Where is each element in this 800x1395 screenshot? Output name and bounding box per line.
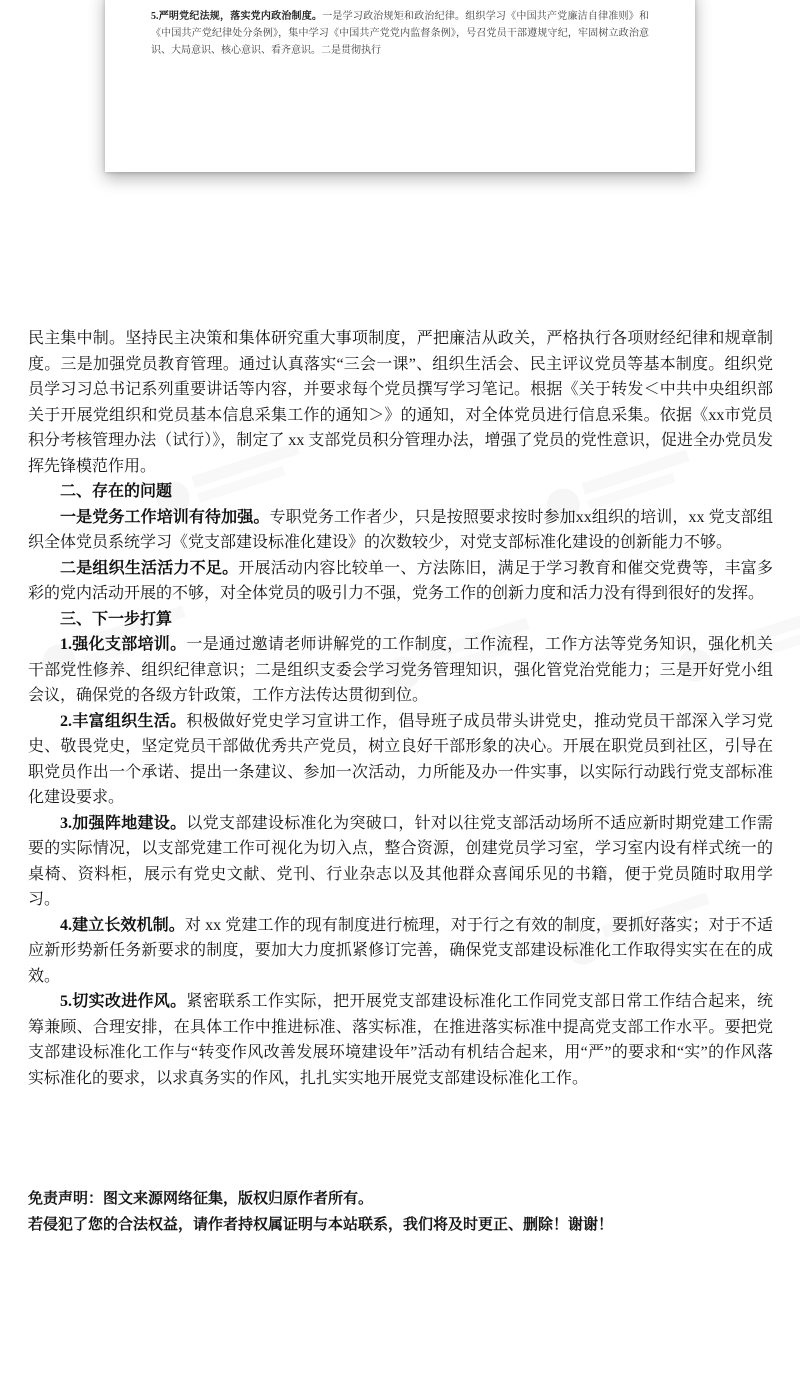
paragraph-lead: 二是组织生活活力不足。 (60, 559, 239, 577)
preview-paragraph (105, 0, 695, 59)
disclaimer-line2: 若侵犯了您的合法权益，请作者持权属证明与本站联系，我们将及时更正、删除！谢谢！ (28, 1217, 614, 1233)
preview-lead: 5.严明党纪法规，落实党内政治制度。 (151, 11, 323, 22)
paragraph-lead: 2.丰富组织生活。 (60, 712, 187, 730)
paragraph-lead: 4.建立长效机制。 (60, 916, 185, 934)
paragraph-lead: 三、下一步打算 (60, 610, 173, 628)
paragraph-lead: 1.强化支部培训。 (60, 636, 187, 653)
disclaimer-line1: 免责声明：图文来源网络征集，版权归原作者所有。 (28, 1191, 374, 1207)
paragraph: 5.切实改进作风。紧密联系工作实际，把开展党支部建设标准化工作同党支部日常工作结合起来，统筹兼顾、合理安排，在具体工作中推进标准、落实标准，在推进落实标准中提高党支部工作水平。要把党支部建设标准化工作与“转变作风改善发展环境建设年”活动有机结合起来，用“严”的要求和“实”的作风落实标准化的要求，以求真务实的作风，扎扎实实地开展党支部建设标准化工作。 (28, 993, 773, 1087)
paragraph-lead: 二、存在的问题 (60, 483, 173, 500)
paragraph: 4.建立长效机制。对 xx 党建工作的现有制度进行梳理，对于行之有效的制度，要抓好落实；对于不适应新形势新任务新要求的制度，要加大力度抓紧修订完善，确保党支部建设标准化工作取得实实在在的成效。 (28, 916, 773, 985)
paragraph: 民主集中制。坚持民主决策和集体研究重大事项制度，严把廉洁从政关，严格执行各项财经纪律和规章制度。三是加强党员教育管理。通过认真落实“三会一课”、组织生活会、民主评议党员等基本制度。组织党员学习习总书记系列重要讲话等内容，并要求每个党员撰写学习笔记。根据《关于转发＜中共中央组织部关于开展党组织和党员基本信息采集工作的通知＞》的通知，对全体党员进行信息采集。依据《xx市党员积分考核管理办法（试行）》，制定了 xx 支部党员积分管理办法，增强了党员的党性意识，促进全办党员发挥先锋模范作用。 (28, 330, 773, 475)
paragraph: 一是党务工作培训有待加强。专职党务工作者少，只是按照要求按时参加xx组织的培训，xx 党支部组织全体党员系统学习《党支部建设标准化建设》的次数较少，对党支部标准化建设的创新能力不够。 (28, 508, 773, 551)
paragraph: 2.丰富组织生活。积极做好党史学习宣讲工作，倡导班子成员带头讲党史，推动党员干部深入学习党史、敬畏党史，坚定党员干部做优秀共产党员，树立良好干部形象的决心。开展在职党员到社区，引导在职党员作出一个承诺、提出一条建议、参加一次活动，力所能及办一件实事，以实际行动践行党支部标准化建设要求。 (28, 712, 773, 806)
paragraph: 3.加强阵地建设。以党支部建设标准化为突破口，针对以往党支部活动场所不适应新时期党建工作需要的实际情况，以支部党建工作可视化为切入点，整合资源，创建党员学习室，学习室内设有样式统一的桌椅、资料柜，展示有党史文献、党刊、行业杂志以及其他群众喜闻乐见的书籍，便于党员随时取用学习。 (28, 814, 773, 908)
paragraph: 二是组织生活活力不足。开展活动内容比较单一、方法陈旧，满足于学习教育和催交党费等，丰富多彩的党内活动开展的不够，对全体党员的吸引力不强，党务工作的创新力度和活力没有得到很好的发挥。 (28, 559, 773, 602)
section-heading (28, 607, 773, 633)
document-body (28, 326, 773, 1091)
paragraph-lead: 一是党务工作培训有待加强。 (60, 508, 270, 526)
paragraph-lead: 3.加强阵地建设。 (60, 814, 187, 832)
section-heading (28, 479, 773, 505)
disclaimer (28, 1186, 773, 1238)
preview-body: 一是学习政治规矩和政治纪律。组织学习《中国共产党廉洁自律准则》和《中国共产党纪律处分条例》，集中学习《中国共产党党内监督条例》，号召党员干部遵规守纪，牢固树立政治意识、大局意识、核心意识、看齐意识。二是贯彻执行 (151, 11, 649, 56)
page-preview-card (105, 0, 695, 172)
paragraph-lead: 5.切实改进作风。 (60, 993, 187, 1010)
paragraph: 1.强化支部培训。一是通过邀请老师讲解党的工作制度，工作流程，工作方法等党务知识，强化机关干部党性修养、组织纪律意识；二是组织支委会学习党务管理知识，强化管党治党能力；三是开好党小组会议，确保党的各级方针政策，工作方法传达贯彻到位。 (28, 636, 773, 704)
